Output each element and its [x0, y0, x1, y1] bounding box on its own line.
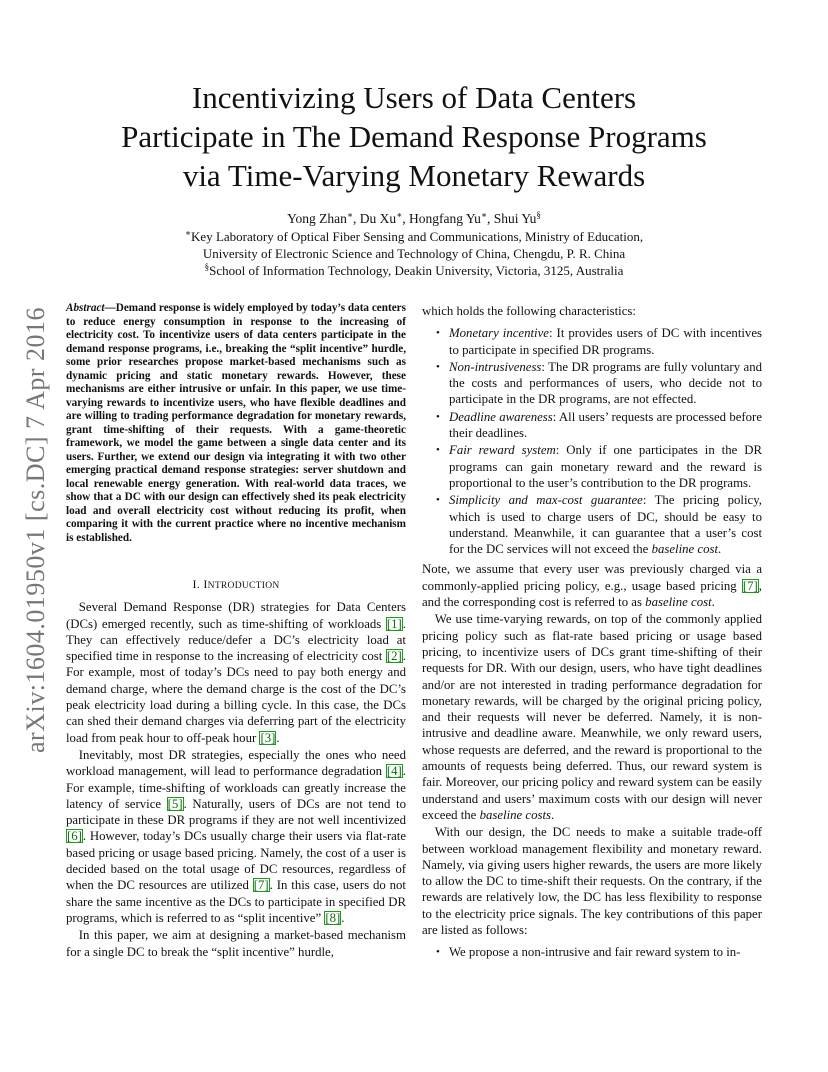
- bullet-icon: •: [436, 444, 440, 457]
- bullet-icon: •: [436, 410, 440, 423]
- citation-link[interactable]: [8]: [325, 910, 341, 925]
- list-item: • Deadline awareness: All users’ requests are processed before their deadlines.: [436, 409, 763, 441]
- paragraph: Inevitably, most DR strategies, especially the ones who need workload management, will lead to performance degradation [4]. For example, time-shifting of workloads can greatly increase the latency of service [5]. Naturally, users of DCs are not tend to participate in these DR programs if they are not well incentivized [6]. However, today’s DCs usually charge their users via flat-rate based pricing or usage based pricing. Namely, the cost of a user is decided based on the total usage of DC resources, regardless of when the DC resources are utilized [7]. In this case, users do not share the same incentive as the DCs to participate in specified DR programs, which is referred to as “split incentive” [8].: [66, 747, 406, 925]
- characteristics-list: [422, 325, 762, 557]
- bullet-icon: •: [436, 360, 440, 373]
- citation-link[interactable]: [6]: [67, 829, 82, 844]
- author-name: Du Xu: [359, 211, 397, 226]
- paragraph: We use time-varying rewards, on top of the commonly applied pricing policy such as flat-rate based pricing or usage based pricing, to incentivize users of DCs grant time-shifting of their requests for DR. With our design, users, who have tight deadlines and/or are not interested in trading performance degradation for monetary rewards, will be charged by the original pricing policy, and their requests will never be deferred. Namely, it is non-intrusive and deadline aware. Meanwhile, we only reward users, whose requests are deferred, and the reward is proportional to the amounts of requests being deferred. Thus, our reward system is fair. Moreover, our pricing policy and reward system can be easily understand and users’ maximum costs with our design will never exceed the baseline costs.: [422, 612, 762, 822]
- contributions-list: [422, 944, 762, 960]
- citation-link[interactable]: [7]: [742, 578, 758, 593]
- bullet-icon: •: [436, 327, 440, 340]
- list-item: • Fair reward system: Only if one participates in the DR programs can gain monetary reward and the reward is proportional to the user’s contribution to the DR programs.: [436, 443, 762, 490]
- author-name: Yong Zhan: [287, 211, 347, 226]
- citation-link[interactable]: [1]: [386, 616, 402, 631]
- affiliation-line: §School of Information Technology, Deakin University, Victoria, 3125, Australia: [204, 262, 624, 278]
- affiliations: [90, 228, 738, 279]
- paragraph: In this paper, we aim at designing a market-based mechanism for a single DC to break the “split incentive” hurdle,: [66, 928, 406, 959]
- abstract-body: —Demand response is widely employed by today’s data centers to reduce energy consumption in response to the increasing of electricity cost. To incentivize users of data centers participate in the demand response programs, i.e., breaking the “split incentive” hurdle, some prior researches propose market-based mechanisms such as dynamic pricing and static monetary rewards. However, these mechanisms are either intrusive or unfair. In this paper, we use time-varying rewards to incentivize users, who have flexible deadlines and are willing to trading performance degradation for monetary rewards, grant time-shifting of their requests. With a game-theoretic framework, we model the game between a single data center and its users. Further, we extend our design via integrating it with two other emerging practical demand response strategies: server shutdown and local renewable energy generation. With real-world data traces, we show that a DC with our design can effectively shed its peak electricity load and overall electricity cost without reducing its profit, when comparing it with the current practice where no incentive mechanism is established.: [66, 302, 406, 544]
- paragraph: Several Demand Response (DR) strategies for Data Centers (DCs) emerged recently, such as time-shifting of workloads [1]. They can effectively reduce/defer a DC’s electricity load at specified time in response to the increasing of electricity cost [2]. For example, most of today’s DCs need to pay both energy and demand charge, where the demand charge is the cost of the DC’s peak electricity load during a billing cycle. In this case, the DCs can shed their demand charges via deferring part of the electricity load from peak hour to off-peak hour [3].: [66, 600, 406, 745]
- citation-link[interactable]: [7]: [253, 878, 269, 893]
- section-heading: I. INTRODUCTION: [192, 577, 280, 591]
- abstract: [66, 302, 406, 545]
- list-item: • We propose a non-intrusive and fair reward system to in-: [436, 945, 741, 960]
- list-item: • Non-intrusiveness: The DR programs are fully voluntary and the costs and performances of users, who decide not to participate in the DR programs, are not effected.: [436, 359, 762, 407]
- paragraph: which holds the following characteristics:: [422, 304, 636, 318]
- affiliation-line: University of Electronic Science and Technology of China, Chengdu, P. R. China: [202, 246, 626, 261]
- bullet-icon: •: [436, 946, 440, 959]
- list-item: • Monetary incentive: It provides users of DC with incentives to participate in specified DR programs.: [436, 326, 762, 357]
- right-column: [422, 303, 762, 961]
- citation-link[interactable]: [4]: [386, 764, 402, 779]
- paper-title: [90, 78, 738, 195]
- paragraph: Note, we assume that every user was previously charged via a commonly-applied pricing policy, e.g., usage based pricing [7], and the corresponding cost is referred to as baseline cost.: [422, 562, 762, 610]
- bullet-icon: •: [436, 494, 440, 507]
- introduction-section: [66, 576, 406, 960]
- citation-link[interactable]: [3]: [260, 730, 276, 745]
- arxiv-sidebar: [8, 270, 64, 790]
- arxiv-identifier: arXiv:1604.01950v1 [cs.DC] 7 Apr 2016: [21, 306, 50, 754]
- author-name: Hongfang Yu: [409, 211, 481, 226]
- title-line-2: Participate in The Demand Response Programs: [121, 119, 707, 154]
- author-list: Yong Zhan∗, Du Xu∗, Hongfang Yu∗, Shui Yu§: [287, 210, 541, 226]
- citation-link[interactable]: [2]: [386, 649, 402, 664]
- affiliation-line: ∗Key Laboratory of Optical Fiber Sensing and Communications, Ministry of Education,: [184, 228, 644, 244]
- title-line-1: Incentivizing Users of Data Centers: [191, 80, 637, 115]
- author-name: Shui Yu: [493, 211, 537, 226]
- citation-link[interactable]: [5]: [167, 796, 183, 811]
- list-item: • Simplicity and max-cost guarantee: The pricing policy, which is used to charge users of DC, should be easy to understand. Meanwhile, it can guarantee that a user’s cost for the DC services will not exceed the baseline cost.: [436, 493, 762, 557]
- abstract-label: Abstract: [66, 302, 105, 314]
- paragraph: With our design, the DC needs to make a suitable trade-off between workload management flexibility and monetary reward. Namely, via giving users higher rewards, the users are more likely to allow the DC to time-shift their requests. On the contrary, if the rewards are relatively low, the DC has less flexibility to response to the electricity price signals. The key contributions of this paper are listed as follows:: [422, 825, 762, 937]
- title-line-3: via Time-Varying Monetary Rewards: [182, 158, 646, 193]
